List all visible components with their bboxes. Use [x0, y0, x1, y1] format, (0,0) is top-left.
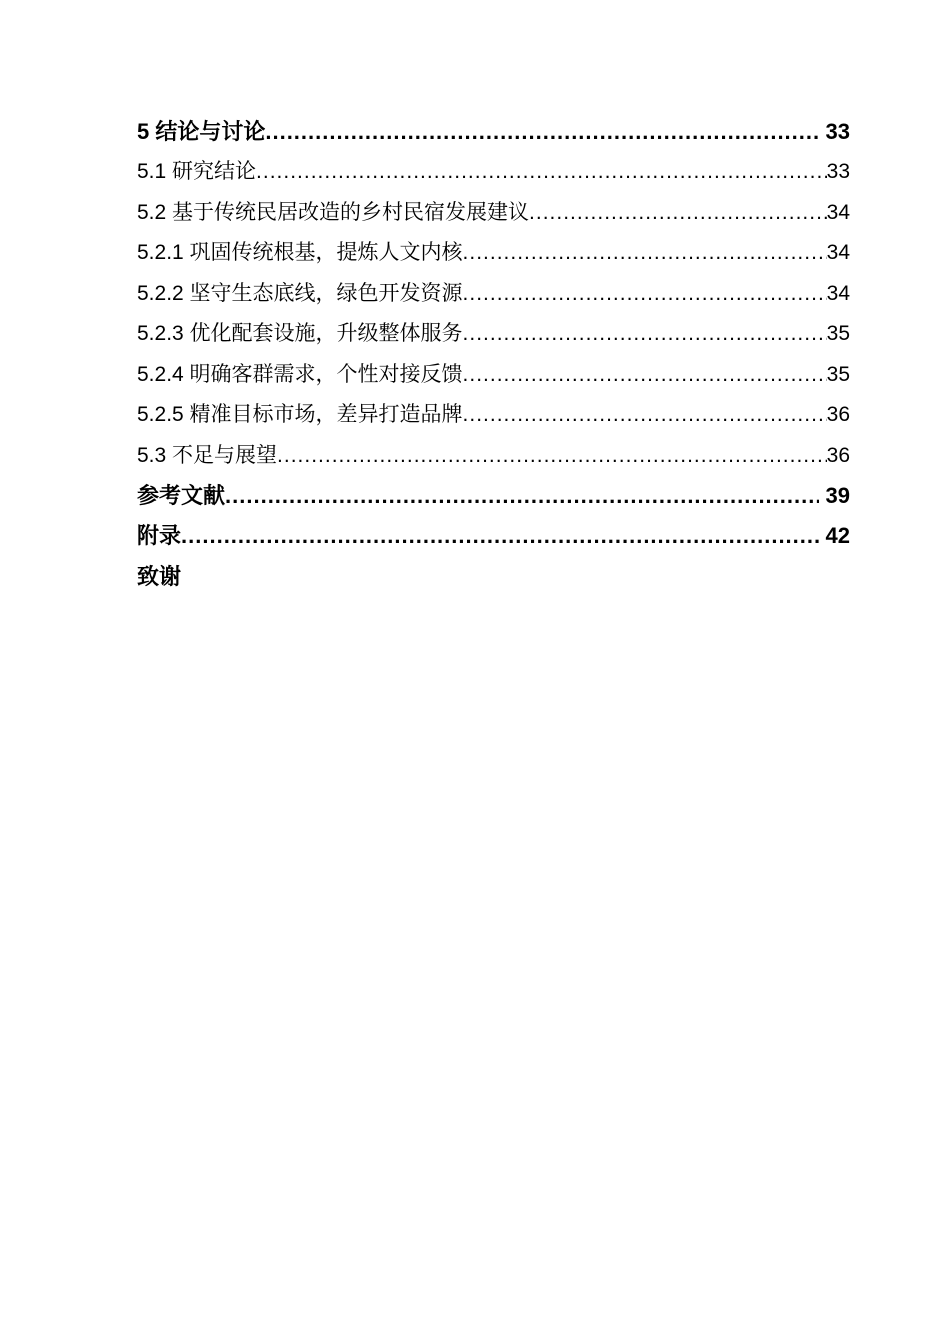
toc-entry[interactable] — [137, 193, 850, 233]
toc-entry-label: 参考文献 — [137, 482, 226, 508]
toc-entry[interactable] — [137, 355, 850, 395]
toc-leader-dots — [463, 395, 827, 435]
toc-leader-dots — [463, 233, 827, 273]
toc-page-number: 33 — [825, 119, 850, 144]
toc-entry-label: 5.2.4 明确客群需求，个性对接反馈 — [137, 362, 463, 386]
toc-leader-dots — [529, 193, 827, 233]
toc-entry[interactable] — [137, 152, 850, 192]
toc-entry-label: 5.2.3 优化配套设施，升级整体服务 — [137, 322, 463, 346]
toc-entry-label: 5 结论与讨论 — [137, 119, 266, 144]
toc-page-number: 39 — [825, 482, 850, 508]
toc-entry-label: 5.2.2 坚守生态底线，绿色开发资源 — [137, 281, 463, 305]
toc-leader-dots — [225, 476, 819, 516]
toc-page-number: 35 — [826, 322, 850, 346]
toc-leader-dots — [463, 355, 827, 395]
toc-page-number: 34 — [826, 281, 850, 305]
toc-page-number: 34 — [826, 200, 850, 224]
toc-page-number: 36 — [826, 403, 850, 427]
toc-entry[interactable] — [137, 395, 850, 435]
table-of-contents — [137, 112, 850, 597]
toc-entry[interactable] — [137, 274, 850, 314]
toc-leader-dots — [256, 152, 827, 192]
toc-page-number: 42 — [825, 523, 850, 549]
toc-entry[interactable] — [137, 476, 850, 516]
toc-page-number: 35 — [826, 362, 850, 386]
toc-entry[interactable] — [137, 516, 850, 556]
toc-entry-label: 附录 — [137, 523, 182, 549]
toc-entry[interactable] — [137, 233, 850, 273]
toc-entry-label: 5.2 基于传统民居改造的乡村民宿发展建议 — [137, 200, 530, 224]
toc-entry-label: 5.1 研究结论 — [137, 160, 257, 184]
toc-leader-dots — [463, 314, 827, 354]
toc-entry[interactable] — [137, 557, 850, 597]
toc-leader-dots — [265, 112, 818, 152]
toc-leader-dots — [181, 516, 819, 556]
toc-leader-dots — [277, 436, 827, 476]
toc-page-number: 33 — [826, 160, 850, 184]
toc-page-number: 34 — [826, 241, 850, 265]
toc-leader-dots — [463, 274, 827, 314]
toc-page-number: 36 — [826, 443, 850, 467]
toc-entry-label: 5.2.5 精准目标市场，差异打造品牌 — [137, 403, 463, 427]
toc-entry[interactable] — [137, 112, 850, 152]
toc-entry-label: 5.3 不足与展望 — [137, 443, 278, 467]
toc-entry[interactable] — [137, 314, 850, 354]
toc-entry-label: 5.2.1 巩固传统根基，提炼人文内核 — [137, 241, 463, 265]
toc-entry-label: 致谢 — [137, 563, 182, 589]
toc-entry[interactable] — [137, 436, 850, 476]
